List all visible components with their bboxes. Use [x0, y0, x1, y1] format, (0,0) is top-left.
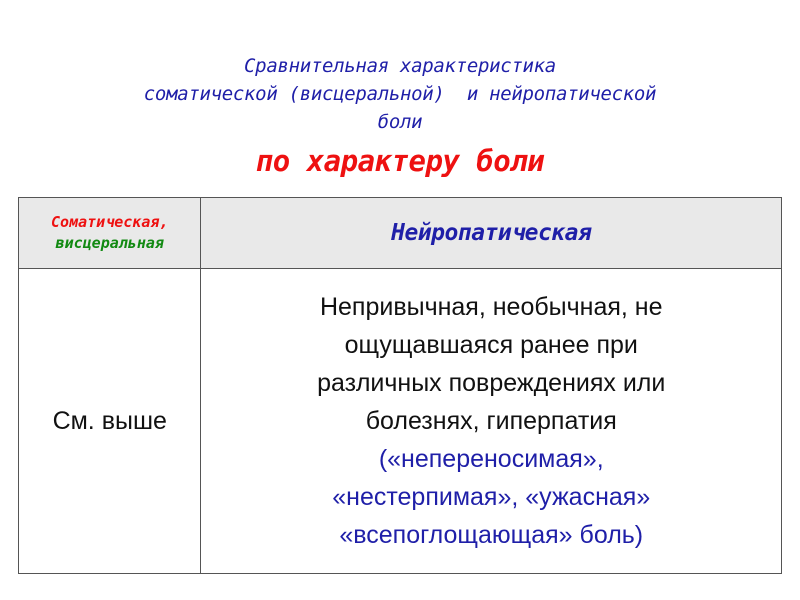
title-line-2: соматической (висцеральной) и нейропатической — [143, 83, 657, 105]
description-line-5: («непереносимая», — [378, 445, 604, 473]
header-visceral-label: висцеральная — [55, 234, 164, 252]
comparison-table — [18, 197, 782, 574]
description-line-4: болезнях, гиперпатия — [365, 407, 617, 435]
description-line-2: ощущавшаяся ранее при — [344, 331, 638, 359]
header-neuropathic-cell — [201, 198, 782, 269]
table-header-row — [19, 198, 782, 269]
neuropathic-cell — [201, 269, 782, 574]
table-row — [19, 269, 782, 574]
description-line-6: «нестерпимая», «ужасная» — [332, 483, 651, 511]
somatic-cell-text: См. выше — [52, 406, 167, 435]
description-line-7: «всепоглощающая» боль) — [339, 521, 644, 549]
header-neuropathic-label: Нейропатическая — [391, 220, 592, 246]
header-somatic-label: Соматическая, — [51, 213, 169, 231]
slide-subtitle: по характеру боли — [255, 144, 545, 178]
description-line-1: Непривычная, необычная, не — [319, 293, 663, 321]
neuropathic-description — [201, 288, 781, 554]
title-line-3: боли — [377, 111, 423, 133]
slide-title-block — [0, 52, 800, 178]
description-line-3: различных повреждениях или — [317, 369, 666, 397]
title-line-1: Сравнительная характеристика — [244, 55, 556, 77]
header-somatic-cell — [19, 198, 201, 269]
somatic-cell — [19, 269, 201, 574]
